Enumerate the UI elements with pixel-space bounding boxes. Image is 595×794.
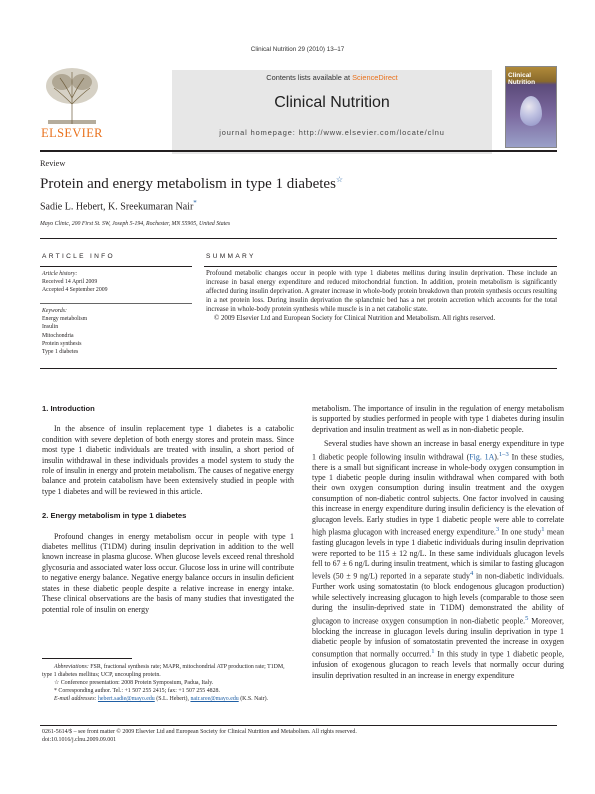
article-info-rule [40,266,192,267]
email-link-hebert[interactable]: hebert.sadie@mayo.edu [97,696,155,702]
header-rule [40,150,557,152]
paper-title-text: Protein and energy metabolism in type 1 diabetes [40,176,336,192]
abbreviations-note [42,663,294,679]
keywords-label: Keywords: [42,308,67,314]
citation-link[interactable]: 1 [431,648,435,656]
cover-drop-graphic [520,96,542,126]
footnote-rule [42,658,132,659]
text-run: in non-diabetic individuals. Further work using somatostatin (to block endogenous glucagon production) while selectively increasing glucagon to high levels (comparable to those seen during the insulin-deprived state in T1DM) demonstrated the ability of glucagon to increase oxygen consumption in non-diabetic people. [312,571,564,626]
paper-title [40,175,343,193]
journal-banner [172,70,492,154]
energy-expenditure-paragraph [312,439,564,681]
text-run: mean fasting glucagon levels in type 1 diabetic individuals during insulin deprivation were reported to be 115 ± 12 ng/L. In these same individuals glucagon levels fell to 67 ± 6 ng/L during insulin treatment, which is similar to fasting glucagon levels (50 ± 9 ng/L) reported in a separate study [312,527,565,581]
title-rule [40,238,557,239]
received-date: Received 14 April 2009 [42,279,98,286]
journal-title: Clinical Nutrition [274,94,390,111]
accepted-date: Accepted 4 September 2009 [42,287,108,294]
intro-paragraph: In the absence of insulin replacement type 1 diabetes is a catabolic condition with severe depletion of both energy stores and protein mass. Since most type 1 diabetic individuals are treated with insulin, a short period of insulin withdrawal in these individuals provides a model system to study the role of insulin in energy and protein metabolism. The causes of negative energy balance and protein catabolism have been extensively studied in people with type 1 diabetes and will be reviewed in this article. [42,424,294,496]
left-column [42,404,294,615]
citation-link[interactable]: 4 [469,570,474,578]
front-matter-line: 0261-5614/$ – see front matter © 2009 Elsevier Ltd and European Society for Clinical Nutrition and Metabolism. All rights reserved. [42,729,357,735]
section-heading-energy: 2. Energy metabolism in type 1 diabetes [42,511,187,521]
text-run: In these studies, there is a small but significant increase in whole-body oxygen consumption in type 1 diabetic people during insulin withdrawal when compared with both their own oxygen consumption during insulin treatment and the oxygen consumption of non-diabetic control subjects. One factor involved in causing this increase in energy expenditure during insulin deficiency is the elevation of glucagon levels. Early studies in type 1 diabetic people were able to correlate high plasma glucagon with increased energy expenditure. [312,452,564,537]
homepage-prefix: journal homepage: [219,128,299,137]
email-note [42,695,294,703]
footnotes [42,663,294,703]
title-footnote-mark[interactable]: ☆ [335,175,344,184]
email-link-nair[interactable]: nair.sree@mayo.edu [190,696,239,702]
abstract-rule [40,368,557,369]
keyword-item: Protein synthesis [42,340,82,347]
authors [40,199,197,212]
text-run: Several studies have shown an increase in basal energy expenditure in type 1 diabetic people following insulin withdrawal ( [312,439,564,462]
summary-body [206,269,557,324]
corresponding-note: * Corresponding author. Tel.: +1 507 255 2415; fax: +1 507 255 4828. [54,688,220,694]
citation-link[interactable]: 3 [495,526,500,534]
keyword-item: Insulin [42,324,59,331]
contents-prefix: Contents lists available at [266,73,353,82]
section-heading-introduction: 1. Introduction [42,404,95,413]
author-names: Sadie L. Hebert, K. Sreekumaran Nair [40,201,194,213]
cover-title-line2: Nutrition [508,78,536,86]
text-run: In one study [499,527,542,537]
page-footer [42,728,357,744]
abbreviations-label: Abbreviations: [54,664,89,670]
summary-rule [204,266,557,267]
citation-link[interactable]: 1 [541,526,545,534]
email-label: E-mail addresses: [54,696,97,702]
text-run: In this study in type 1 diabetic people, infusion of exogenous glucagon to reach levels that normally occur during insulin deprivation resulted in an increase in energy expenditure [312,650,564,680]
doi-line[interactable]: doi:10.1016/j.clnu.2009.09.001 [42,737,117,743]
journal-homepage [172,128,492,137]
sciencedirect-link[interactable]: ScienceDirect [352,73,398,82]
article-info-heading: ARTICLE INFO [42,253,115,260]
running-head: Clinical Nutrition 29 (2010) 13–17 [250,46,345,53]
summary-copyright: © 2009 Elsevier Ltd and European Society for Clinical Nutrition and Metabolism. All rights reserved. [214,315,496,323]
abbreviations-text: FSR, fractional synthesis rate; MAPR, mitochondrial ATP production rate; T1DM, type 1 diabetes mellitus; UCP, uncoupling protein. [42,664,285,678]
footer-rule [40,725,557,726]
cover-title [508,73,556,87]
keyword-item: Energy metabolism [42,316,88,323]
article-info-divider [40,303,192,304]
keywords [42,307,192,356]
text-run: Moreover, blocking the increase in glucagon levels during insulin deprivation in type 1 diabetic people by infusion of somatostatin prevented the increase in oxygen consumption that normally occurred. [312,616,564,660]
figure-link[interactable]: Fig. 1A [469,452,495,462]
continued-paragraph: metabolism. The importance of insulin in the regulation of energy metabolism is supported by studies performed in people with type 1 diabetes during insulin deprivation and insulin treatment as well as in non-diabetic people. [312,404,564,434]
energy-paragraph: Profound changes in energy metabolism occur in people with type 1 diabetes mellitus (T1DM) during insulin deprivation in addition to the well known increase in plasma glucose. When glucose levels exceed renal threshold glycosuria and associated water loss occur. Glucose loss in urine will contribute to negative energy balance. Negative energy balance occurs in insulin deficient states in these diabetic people despite a relative increase in energy intake. These clinical observations are the basis of many studies that investigated the potential role of insulin on energy [42,531,294,614]
affiliation: Mayo Clinic, 200 First St. SW, Joseph 5-194, Rochester, MN 55905, United States [40,221,231,227]
email-owner-hebert: (S.L. Hebert), [154,696,191,702]
history-label: Article history: [42,271,78,277]
cover-title-line1: Clinical [508,72,532,79]
citation-link[interactable]: 1–3 [498,450,509,458]
keyword-item: Type 1 diabetes [42,349,79,356]
keyword-item: Mitochondria [42,332,74,339]
summary-paragraph: Profound metabolic changes occur in people with type 1 diabetes mellitus during insulin deprivation. These include an increase in basal energy expenditure and reduced mitochondrial function. In addition, protein metabolism is significantly affected during insulin deprivation. A greater increase in whole-body protein breakdown than protein synthesis occurs resulting in a net protein loss. During insulin deprivation the splanchnic bed has a net protein accretion which accounts for the total increase in whole-body protein synthesis while muscle is in a net catabolic state. [206,270,557,314]
corresponding-author-mark[interactable]: * [193,199,197,207]
right-column [312,404,564,681]
conference-note: ☆ Conference presentation: 2008 Protein Symposium, Padua, Italy. [54,680,214,686]
citation-link[interactable]: 5 [525,614,529,622]
homepage-link[interactable]: http://www.elsevier.com/locate/clnu [298,128,445,137]
article-history [42,270,192,295]
publisher-logo-text: ELSEVIER [41,126,103,140]
text-run: ). [494,452,499,462]
article-type: Review [40,159,66,168]
email-owner-nair: (K.S. Nair). [238,696,269,702]
contents-line [172,73,492,82]
summary-heading: SUMMARY [206,253,256,260]
